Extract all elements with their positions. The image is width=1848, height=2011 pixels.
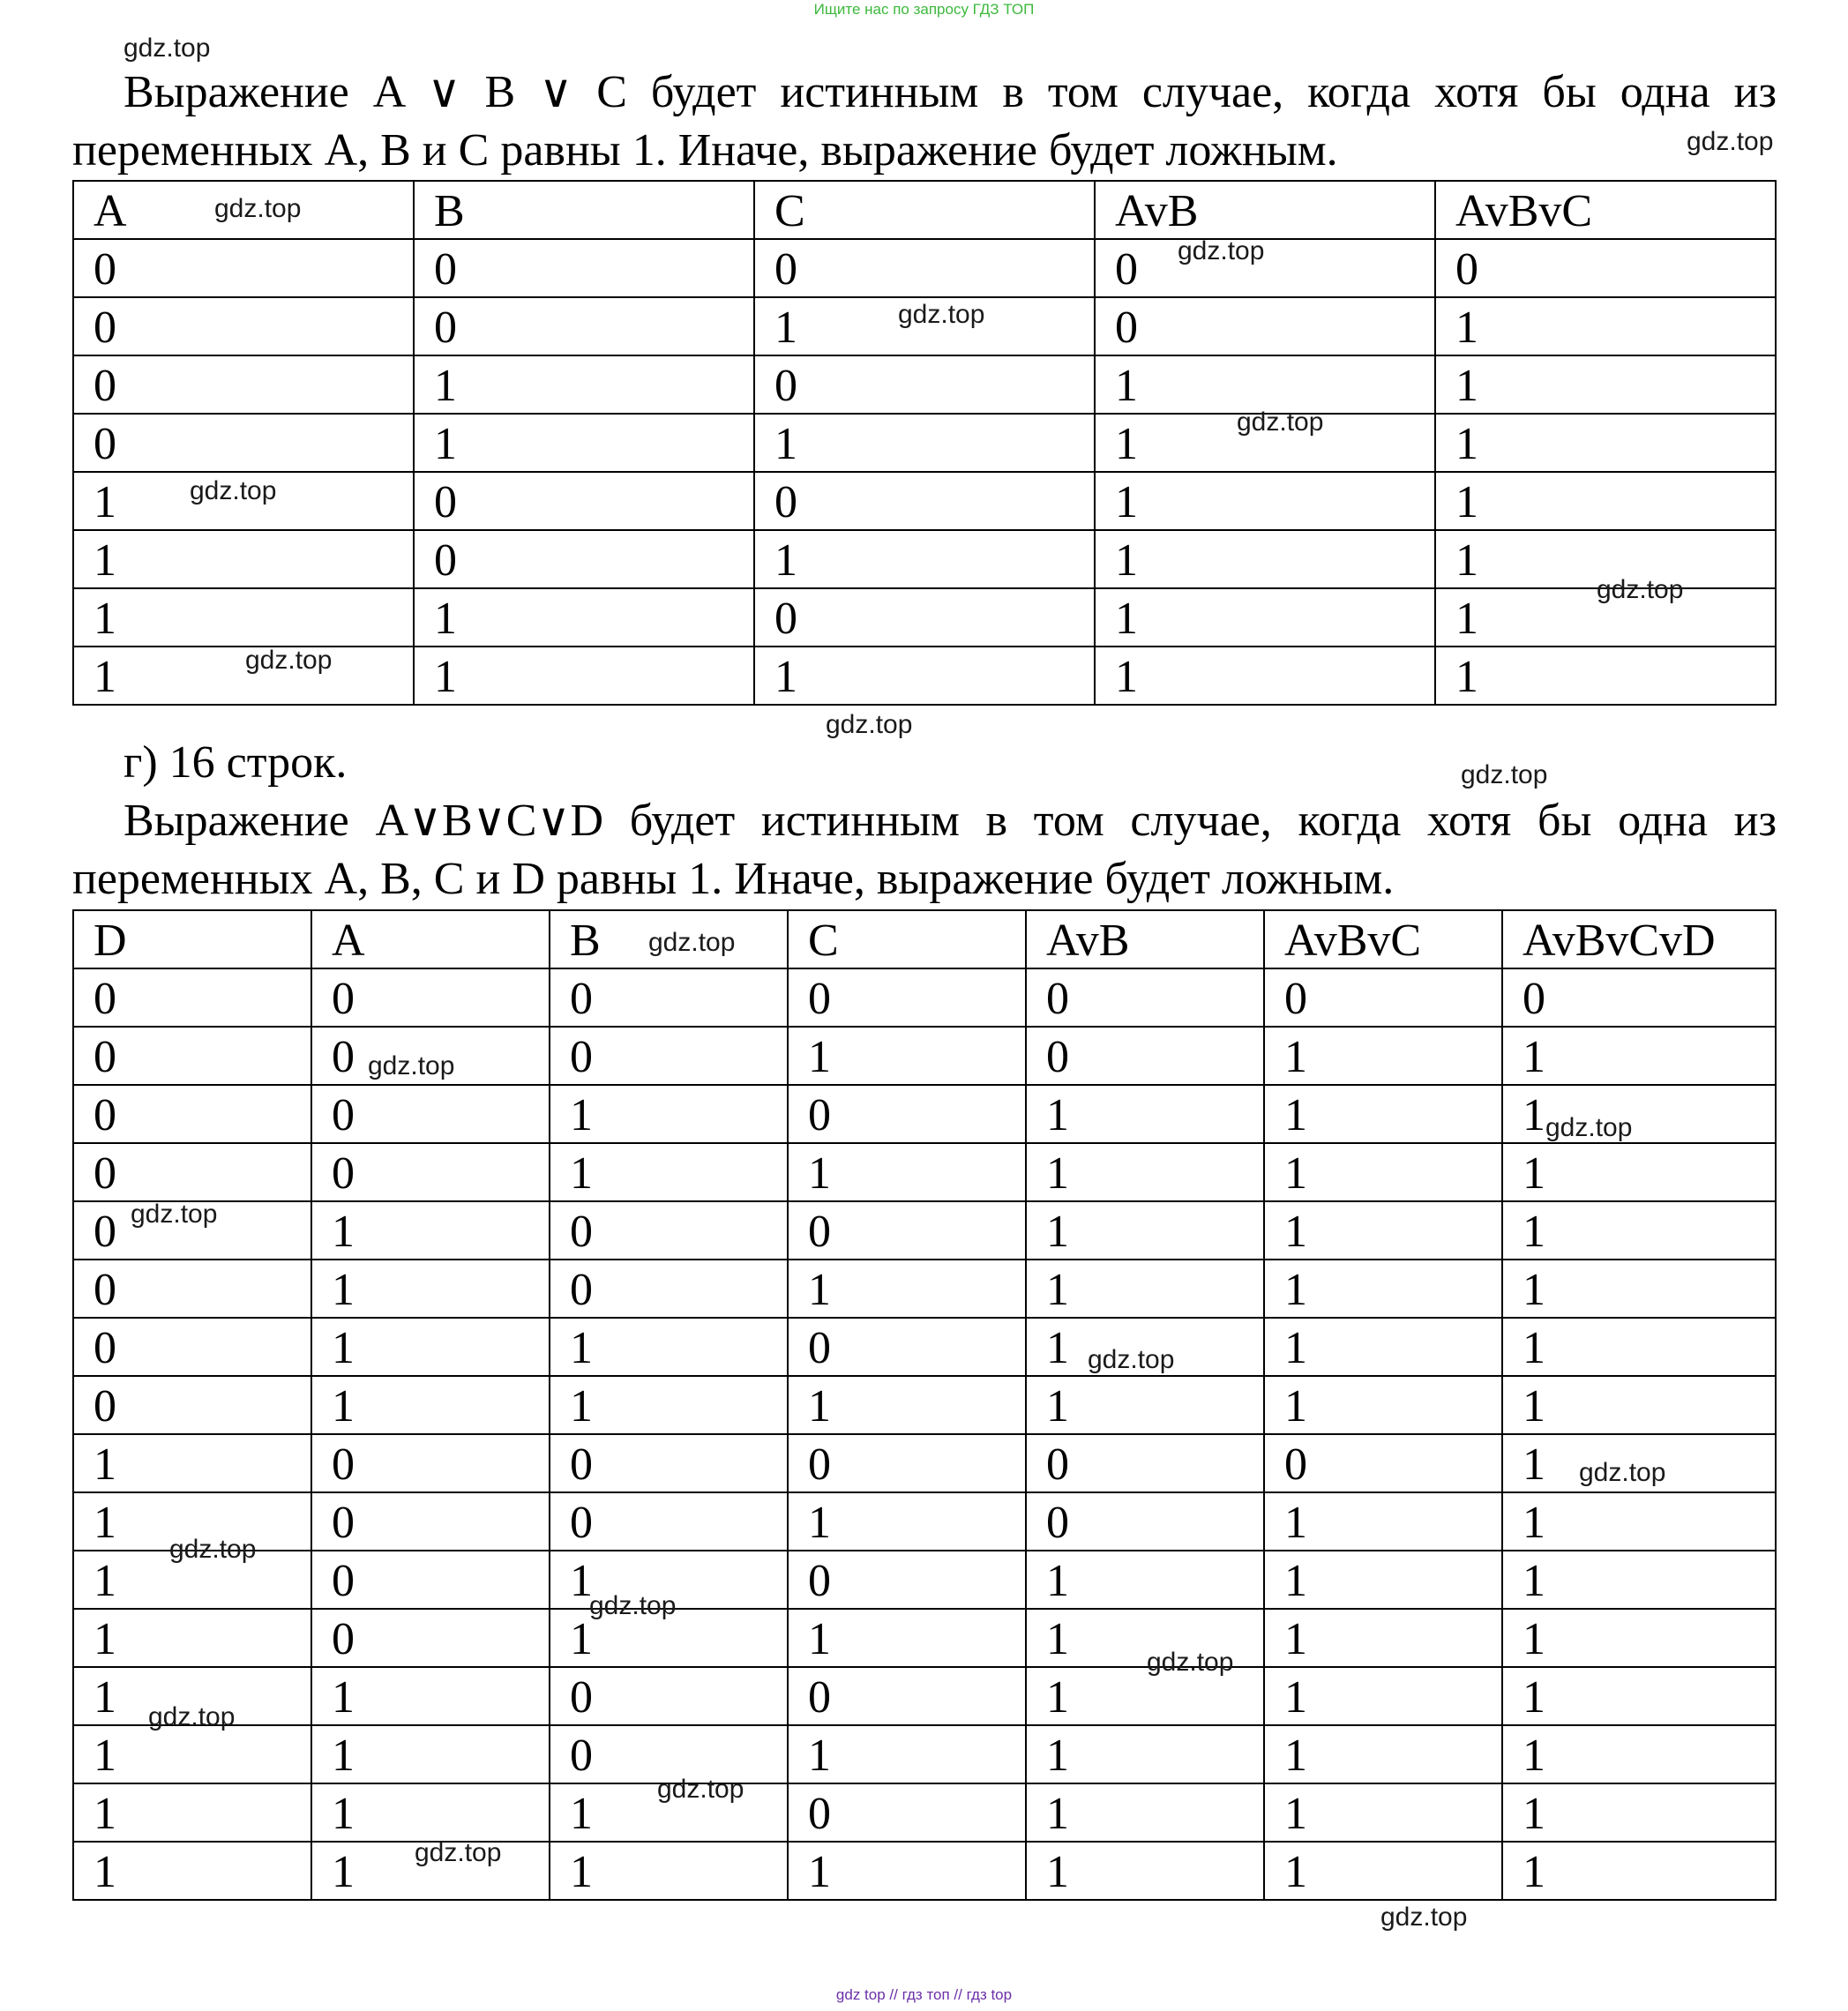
table-cell: 1 [1095, 530, 1435, 588]
table-row [73, 1551, 1776, 1609]
table-row [73, 588, 1776, 647]
table-row [73, 1783, 1776, 1842]
table-cell: 1 [1502, 1201, 1776, 1260]
table-cell: 1 [1435, 588, 1776, 647]
table-cell: 0 [73, 1260, 311, 1318]
table-cell: 0 [1095, 239, 1435, 297]
table-cell: 1 [1502, 1318, 1776, 1376]
table-cell: 0 [311, 1085, 550, 1143]
table-cell: 1 [1026, 1609, 1264, 1667]
column-header: A [311, 910, 550, 968]
table-cell: 1 [1435, 355, 1776, 414]
watermark: gdz.top [1597, 575, 1684, 604]
table-cell: 0 [550, 968, 788, 1027]
table-cell: 0 [1095, 297, 1435, 355]
table-cell: 0 [73, 968, 311, 1027]
table-cell: 1 [1095, 355, 1435, 414]
table-row [73, 355, 1776, 414]
table-cell: 0 [550, 1201, 788, 1260]
watermark: gdz.top [1380, 1903, 1468, 1932]
table-cell: 1 [550, 1783, 788, 1842]
table-cell: 0 [788, 1783, 1026, 1842]
table-row [73, 530, 1776, 588]
watermark: gdz.top [148, 1702, 236, 1731]
column-header: A [73, 181, 414, 239]
table-cell: 1 [311, 1376, 550, 1434]
table-cell: 1 [1264, 1551, 1502, 1609]
table-cell: 1 [1264, 1492, 1502, 1551]
table-cell: 1 [1264, 1842, 1502, 1900]
table-cell: 0 [311, 1609, 550, 1667]
watermark: gdz.top [1178, 236, 1265, 265]
section-heading-g: г) 16 строк. [123, 737, 348, 788]
table-cell: 1 [73, 588, 414, 647]
table-cell: 1 [311, 1667, 550, 1725]
table-cell: 0 [73, 1027, 311, 1085]
column-header: AvB [1095, 181, 1435, 239]
table-cell: 0 [754, 472, 1095, 530]
table-cell: 1 [1502, 1376, 1776, 1434]
table-cell: 0 [550, 1260, 788, 1318]
table-row [73, 1318, 1776, 1376]
table-cell: 1 [1026, 1143, 1264, 1201]
table-cell: 1 [1502, 1783, 1776, 1842]
table-cell: 0 [73, 1201, 311, 1260]
table-cell: 1 [1095, 588, 1435, 647]
table-cell: 1 [1264, 1725, 1502, 1783]
table-row [73, 1667, 1776, 1725]
table-row [73, 1492, 1776, 1551]
column-header: D [73, 910, 311, 968]
table-row [73, 1085, 1776, 1143]
table-cell: 1 [1264, 1318, 1502, 1376]
table-cell: 1 [1026, 1667, 1264, 1725]
table-cell: 0 [414, 530, 754, 588]
table-cell: 0 [1264, 1434, 1502, 1492]
watermark: gdz.top [1545, 1113, 1633, 1142]
table-cell: 1 [1435, 297, 1776, 355]
table-cell: 0 [311, 968, 550, 1027]
column-header: B [550, 910, 788, 968]
table-cell: 1 [1502, 1842, 1776, 1900]
watermark: gdz.top [190, 476, 277, 505]
table-cell: 0 [1026, 1027, 1264, 1085]
table-row [73, 1376, 1776, 1434]
table-cell: 1 [1264, 1783, 1502, 1842]
table-cell: 1 [311, 1725, 550, 1783]
column-header: C [788, 910, 1026, 968]
table-cell: 1 [788, 1842, 1026, 1900]
table-row [73, 1260, 1776, 1318]
watermark: gdz.top [245, 646, 333, 675]
table-cell: 1 [414, 355, 754, 414]
table-cell: 1 [754, 647, 1095, 705]
table-cell: 1 [73, 1609, 311, 1667]
table-cell: 1 [1502, 1085, 1776, 1143]
table-row [73, 414, 1776, 472]
watermark: gdz.top [1088, 1345, 1175, 1374]
table-cell: 0 [1026, 1434, 1264, 1492]
table-cell: 0 [414, 472, 754, 530]
table-cell: 1 [311, 1260, 550, 1318]
table-cell: 0 [73, 1085, 311, 1143]
table-cell: 1 [1264, 1376, 1502, 1434]
table-cell: 0 [788, 1318, 1026, 1376]
watermark: gdz.top [648, 928, 736, 957]
table-cell: 1 [1435, 414, 1776, 472]
table-row [73, 1434, 1776, 1492]
table-cell: 1 [1095, 414, 1435, 472]
table-cell: 1 [1026, 1260, 1264, 1318]
table-cell: 1 [311, 1783, 550, 1842]
table-cell: 1 [311, 1201, 550, 1260]
table-cell: 1 [73, 472, 414, 530]
table-cell: 1 [788, 1725, 1026, 1783]
table-cell: 0 [788, 1667, 1026, 1725]
watermark: gdz.top [131, 1200, 218, 1229]
table-row [73, 1201, 1776, 1260]
table-cell: 0 [550, 1725, 788, 1783]
table-row [73, 1842, 1776, 1900]
watermark: gdz.top [1237, 407, 1324, 437]
table-cell: 0 [73, 1143, 311, 1201]
table-cell: 1 [311, 1318, 550, 1376]
table-cell: 0 [73, 414, 414, 472]
table-cell: 1 [73, 1842, 311, 1900]
table-cell: 1 [73, 1551, 311, 1609]
watermark: gdz.top [214, 194, 302, 223]
table-cell: 0 [788, 1551, 1026, 1609]
watermark: gdz.top [1687, 127, 1774, 156]
footer-watermark: gdz top // гдз топ // гдз top [835, 1986, 1013, 2003]
table-cell: 0 [788, 1085, 1026, 1143]
table-cell: 1 [1264, 1201, 1502, 1260]
table-cell: 1 [1095, 472, 1435, 530]
table-cell: 0 [754, 588, 1095, 647]
paragraph-2-text: Выражение A∨B∨C∨D будет истинным в том случае, когда хотя бы одна из переменных A, B, C и D равны 1. Иначе, выражение будет ложным. [72, 796, 1777, 904]
table-cell: 0 [73, 1376, 311, 1434]
table-cell: 1 [550, 1609, 788, 1667]
table-cell: 0 [1435, 239, 1776, 297]
table-cell: 1 [1502, 1609, 1776, 1667]
watermark: gdz.top [123, 34, 211, 63]
table-cell: 1 [754, 414, 1095, 472]
table-cell: 1 [73, 647, 414, 705]
table-cell: 1 [73, 1492, 311, 1551]
table-cell: 1 [788, 1143, 1026, 1201]
table-cell: 0 [550, 1667, 788, 1725]
table-cell: 1 [1026, 1551, 1264, 1609]
table-cell: 0 [311, 1551, 550, 1609]
table-cell: 0 [788, 1201, 1026, 1260]
table-row [73, 1027, 1776, 1085]
table-header-row [73, 910, 1776, 968]
table-cell: 1 [73, 1434, 311, 1492]
table-cell: 1 [414, 588, 754, 647]
table-cell: 0 [311, 1434, 550, 1492]
table-cell: 1 [1026, 1783, 1264, 1842]
table-row [73, 472, 1776, 530]
table-cell: 0 [754, 239, 1095, 297]
top-banner: Ищите нас по запросу ГДЗ ТОП [813, 1, 1035, 18]
table-cell: 1 [550, 1376, 788, 1434]
table-row [73, 968, 1776, 1027]
watermark: gdz.top [415, 1838, 502, 1867]
table-cell: 1 [414, 414, 754, 472]
table-cell: 0 [1026, 968, 1264, 1027]
table-cell: 1 [550, 1842, 788, 1900]
table-cell: 0 [73, 297, 414, 355]
table-cell: 0 [73, 1318, 311, 1376]
table-cell: 1 [1502, 1551, 1776, 1609]
table-cell: 1 [73, 1783, 311, 1842]
truth-table-3-vars [72, 180, 1777, 706]
table-cell: 0 [754, 355, 1095, 414]
paragraph-1 [72, 64, 1777, 180]
truth-table-4-vars [72, 909, 1777, 1901]
table-cell: 1 [1026, 1201, 1264, 1260]
table-cell: 1 [1264, 1609, 1502, 1667]
table-cell: 1 [1435, 472, 1776, 530]
watermark: gdz.top [1147, 1648, 1234, 1677]
table-cell: 0 [550, 1434, 788, 1492]
table-cell: 1 [1264, 1667, 1502, 1725]
table-cell: 1 [311, 1842, 550, 1900]
table-cell: 0 [311, 1492, 550, 1551]
table-cell: 0 [550, 1027, 788, 1085]
table-cell: 0 [73, 239, 414, 297]
table-cell: 0 [311, 1027, 550, 1085]
table-cell: 1 [1264, 1027, 1502, 1085]
watermark: gdz.top [589, 1591, 677, 1620]
table-cell: 1 [1264, 1260, 1502, 1318]
column-header: AvB [1026, 910, 1264, 968]
table-cell: 0 [1264, 968, 1502, 1027]
table-cell: 1 [1264, 1143, 1502, 1201]
table-cell: 1 [1026, 1318, 1264, 1376]
watermark: gdz.top [657, 1775, 744, 1804]
table-cell: 1 [550, 1085, 788, 1143]
table-cell: 1 [1026, 1085, 1264, 1143]
table-cell: 1 [1026, 1376, 1264, 1434]
table-cell: 1 [754, 297, 1095, 355]
paragraph-2 [72, 792, 1777, 908]
table-cell: 0 [788, 1434, 1026, 1492]
column-header: C [754, 181, 1095, 239]
table-cell: 1 [1026, 1842, 1264, 1900]
table-row [73, 1725, 1776, 1783]
table-cell: 0 [550, 1492, 788, 1551]
table-cell: 1 [1502, 1667, 1776, 1725]
table-cell: 1 [788, 1492, 1026, 1551]
table-cell: 1 [788, 1027, 1026, 1085]
table-cell: 1 [1502, 1027, 1776, 1085]
table-cell: 1 [1502, 1725, 1776, 1783]
table-cell: 1 [1502, 1434, 1776, 1492]
table-row [73, 1609, 1776, 1667]
table-cell: 0 [414, 297, 754, 355]
table-cell: 1 [550, 1318, 788, 1376]
table-cell: 0 [1502, 968, 1776, 1027]
table-cell: 1 [1435, 647, 1776, 705]
table-cell: 1 [788, 1260, 1026, 1318]
table-cell: 1 [754, 530, 1095, 588]
column-header: AvBvCvD [1502, 910, 1776, 968]
table-cell: 1 [1502, 1260, 1776, 1318]
table-cell: 1 [73, 1725, 311, 1783]
watermark: gdz.top [1579, 1458, 1666, 1487]
table-header-row [73, 181, 1776, 239]
table-cell: 0 [1026, 1492, 1264, 1551]
table-cell: 1 [1095, 647, 1435, 705]
table-cell: 0 [73, 355, 414, 414]
paragraph-1-text: Выражение A ∨ B ∨ C будет истинным в том случае, когда хотя бы одна из переменных A, B и C равны 1. Иначе, выражение будет ложным. [72, 67, 1777, 176]
watermark: gdz.top [169, 1535, 257, 1564]
table-cell: 1 [788, 1609, 1026, 1667]
table-cell: 1 [550, 1551, 788, 1609]
table-cell: 1 [73, 1667, 311, 1725]
table-row [73, 1143, 1776, 1201]
table-cell: 1 [1435, 530, 1776, 588]
watermark: gdz.top [898, 300, 985, 329]
table-cell: 1 [1264, 1085, 1502, 1143]
table-cell: 1 [1026, 1725, 1264, 1783]
watermark: gdz.top [1461, 760, 1548, 789]
table-cell: 0 [311, 1143, 550, 1201]
table-cell: 0 [788, 968, 1026, 1027]
column-header: B [414, 181, 754, 239]
table-cell: 1 [550, 1143, 788, 1201]
watermark: gdz.top [368, 1051, 455, 1080]
table-cell: 1 [1502, 1492, 1776, 1551]
table-cell: 1 [414, 647, 754, 705]
table-cell: 1 [73, 530, 414, 588]
watermark: gdz.top [826, 710, 913, 739]
table-cell: 0 [414, 239, 754, 297]
column-header: AvBvC [1264, 910, 1502, 968]
table-row [73, 239, 1776, 297]
table-cell: 1 [1502, 1143, 1776, 1201]
column-header: AvBvC [1435, 181, 1776, 239]
table-cell: 1 [788, 1376, 1026, 1434]
